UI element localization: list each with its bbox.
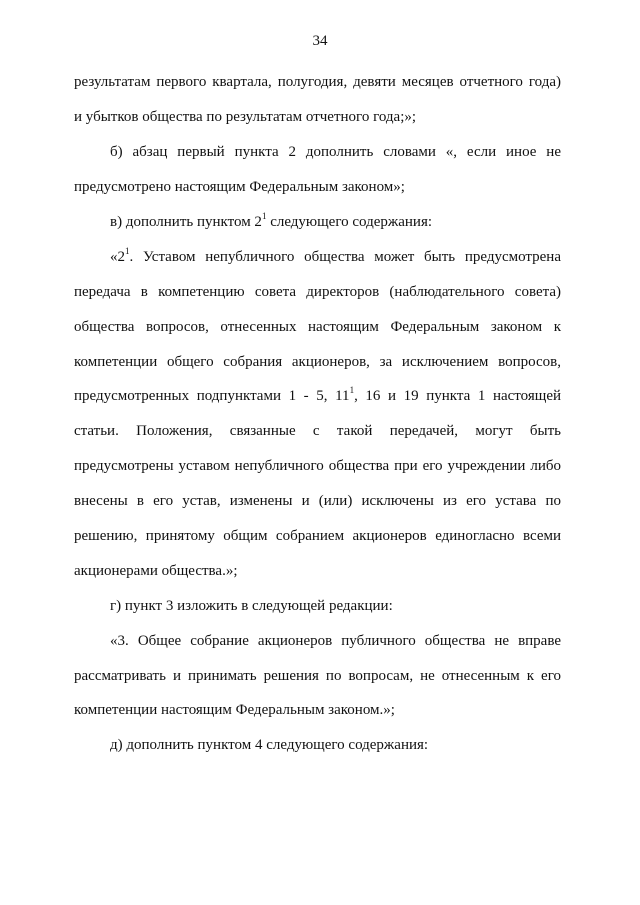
text-line-5 (110, 212, 561, 232)
superscript: 1 (261, 211, 267, 221)
text-line-9: компетенции общего собрания акционеров, за исключением вопросов, (74, 354, 561, 370)
text-line-4: предусмотрено настоящим Федеральным законом»; (74, 179, 405, 195)
text-segment: следующего содержания: (266, 214, 433, 230)
text-line-16: г) пункт 3 изложить в следующей редакции: (110, 598, 393, 614)
text-line-15: акционерами общества.»; (74, 563, 238, 579)
text-line-6 (110, 247, 561, 267)
text-line-18: рассматривать и принимать решения по вопросам, не отнесенным к его (74, 668, 561, 684)
superscript: 1 (125, 246, 130, 256)
text-line-13: внесены в его устав, изменены и (или) исключены из его устава по (74, 493, 561, 509)
text-line-3: б) абзац первый пункта 2 дополнить словами «, если иное не (110, 144, 561, 160)
superscript: 1 (349, 385, 355, 395)
text-line-8: общества вопросов, отнесенных настоящим Федеральным законом к (74, 319, 561, 335)
text-line-12: предусмотрены уставом непубличного общества при его учреждении либо (74, 458, 561, 474)
text-line-17: «3. Общее собрание акционеров публичного общества не вправе (110, 633, 561, 649)
page-number: 34 (312, 33, 328, 49)
text-line-20: д) дополнить пунктом 4 следующего содержания: (110, 737, 429, 753)
text-line-7: передача в компетенцию совета директоров (наблюдательного совета) (74, 284, 561, 300)
text-line-2: и убытков общества по результатам отчетного года;»; (74, 109, 417, 125)
text-segment: , 16 и 19 пункта 1 настоящей (354, 388, 562, 404)
text-segment: в) дополнить пунктом 2 (110, 214, 262, 230)
text-line-14: решению, принятому общим собранием акционеров единогласно всеми (74, 528, 561, 544)
text-segment: «2 (110, 249, 125, 265)
text-line-11: статьи. Положения, связанные с такой передачей, могут быть (74, 423, 561, 439)
text-line-19: компетенции настоящим Федеральным законом.»; (74, 702, 395, 718)
text-segment: предусмотренных подпунктами 1 - 5, 11 (74, 388, 350, 404)
text-line-10 (74, 386, 561, 406)
text-segment: . Уставом непубличного общества может быть предусмотрена (129, 249, 561, 265)
text-line-1: результатам первого квартала, полугодия, девяти месяцев отчетного года) (74, 74, 561, 90)
